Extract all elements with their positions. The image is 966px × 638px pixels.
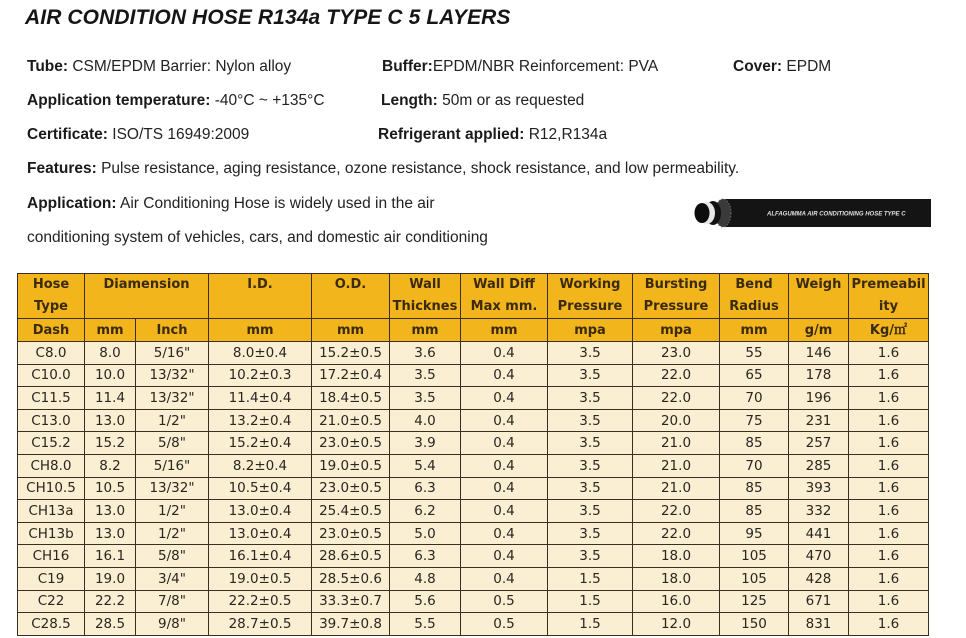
cell-inch: 1/2": [136, 500, 209, 523]
spec-tube: [27, 58, 291, 76]
cell-bursting-pressure: 22.0: [633, 364, 720, 387]
cell-mm: 8.0: [85, 342, 136, 365]
cell-dash: CH10.5: [18, 477, 85, 500]
table-row: [18, 364, 929, 387]
cell-bend-radius: 85: [720, 477, 789, 500]
cell-weigh: 470: [789, 545, 849, 568]
header-diamension: Diamension: [85, 274, 209, 319]
cell-dash: C13.0: [18, 409, 85, 432]
spec-length: [381, 92, 584, 110]
buffer-label: Buffer:: [382, 58, 433, 75]
cell-bend-radius: 70: [720, 454, 789, 477]
cell-weigh: 441: [789, 522, 849, 545]
cell-inch: 5/16": [136, 342, 209, 365]
cell-inch: 13/32": [136, 387, 209, 410]
cell-bursting-pressure: 22.0: [633, 522, 720, 545]
temperature-label: Application temperature:: [27, 92, 211, 109]
cover-value: EPDM: [786, 58, 832, 75]
cell-wall-thickness: 6.3: [390, 477, 461, 500]
features-value: Pulse resistance, aging resistance, ozone resistance, shock resistance, and low permeability.: [101, 160, 740, 177]
unit-permeability: Kg/㎡: [849, 319, 929, 342]
unit-dash: Dash: [18, 319, 85, 342]
cell-weigh: 428: [789, 567, 849, 590]
cell-weigh: 671: [789, 590, 849, 613]
table-row: [18, 387, 929, 410]
cell-wall-thickness: 4.0: [390, 409, 461, 432]
table-row: [18, 567, 929, 590]
header-wall-thickness: Wall Thicknes: [390, 274, 461, 319]
application-value-line2: conditioning system of vehicles, cars, and domestic air conditioning: [27, 229, 488, 246]
cell-bend-radius: 85: [720, 500, 789, 523]
cell-wall-diff: 0.4: [461, 545, 548, 568]
cell-wall-thickness: 3.5: [390, 364, 461, 387]
cell-wall-thickness: 3.6: [390, 342, 461, 365]
header-weigh: Weigh: [789, 274, 849, 319]
cell-inch: 5/8": [136, 432, 209, 455]
hose-print-text: ALFAGUMMA AIR CONDITIONING HOSE TYPE C: [767, 211, 906, 218]
cell-dash: C8.0: [18, 342, 85, 365]
cell-od: 28.5±0.6: [312, 567, 390, 590]
spec-temperature: [27, 92, 325, 110]
cell-mm: 19.0: [85, 567, 136, 590]
cell-dash: C22: [18, 590, 85, 613]
spec-certificate: [27, 126, 249, 144]
cell-working-pressure: 3.5: [548, 342, 633, 365]
cell-bursting-pressure: 16.0: [633, 590, 720, 613]
cell-weigh: 146: [789, 342, 849, 365]
cell-wall-diff: 0.4: [461, 454, 548, 477]
hose-spec-table: [17, 273, 929, 636]
cell-weigh: 831: [789, 613, 849, 636]
cell-bursting-pressure: 21.0: [633, 454, 720, 477]
cell-id: 8.2±0.4: [209, 454, 312, 477]
cell-working-pressure: 3.5: [548, 454, 633, 477]
cell-permeability: 1.6: [849, 545, 929, 568]
cell-dash: CH13b: [18, 522, 85, 545]
cell-od: 19.0±0.5: [312, 454, 390, 477]
cell-od: 23.0±0.5: [312, 432, 390, 455]
cell-mm: 13.0: [85, 500, 136, 523]
cell-od: 33.3±0.7: [312, 590, 390, 613]
features-label: Features:: [27, 160, 97, 177]
cell-bend-radius: 125: [720, 590, 789, 613]
cell-od: 23.0±0.5: [312, 522, 390, 545]
cell-mm: 8.2: [85, 454, 136, 477]
cell-weigh: 332: [789, 500, 849, 523]
cell-wall-diff: 0.4: [461, 387, 548, 410]
unit-bend-mm: mm: [720, 319, 789, 342]
cell-weigh: 257: [789, 432, 849, 455]
cell-dash: C15.2: [18, 432, 85, 455]
cell-mm: 13.0: [85, 409, 136, 432]
cell-permeability: 1.6: [849, 387, 929, 410]
cell-permeability: 1.6: [849, 567, 929, 590]
cell-id: 13.2±0.4: [209, 409, 312, 432]
cell-od: 18.4±0.5: [312, 387, 390, 410]
refrigerant-value: R12,R134a: [528, 126, 608, 143]
cell-dash: CH13a: [18, 500, 85, 523]
cell-inch: 7/8": [136, 590, 209, 613]
unit-weigh-gm: g/m: [789, 319, 849, 342]
table-unit-row: [18, 319, 929, 342]
length-label: Length:: [381, 92, 438, 109]
cell-wall-thickness: 5.6: [390, 590, 461, 613]
cell-mm: 28.5: [85, 613, 136, 636]
spec-refrigerant: [378, 126, 607, 144]
table-row: [18, 500, 929, 523]
header-working-pressure: Working Pressure: [548, 274, 633, 319]
certificate-label: Certificate:: [27, 126, 108, 143]
cell-wall-diff: 0.4: [461, 567, 548, 590]
cell-bend-radius: 55: [720, 342, 789, 365]
cell-bend-radius: 65: [720, 364, 789, 387]
cell-inch: 5/8": [136, 545, 209, 568]
cell-bursting-pressure: 23.0: [633, 342, 720, 365]
cell-dash: CH8.0: [18, 454, 85, 477]
cell-working-pressure: 3.5: [548, 409, 633, 432]
cell-bend-radius: 95: [720, 522, 789, 545]
cell-wall-thickness: 5.4: [390, 454, 461, 477]
table-row: [18, 477, 929, 500]
cell-working-pressure: 3.5: [548, 545, 633, 568]
header-bend-radius: Bend Radius: [720, 274, 789, 319]
cell-bursting-pressure: 22.0: [633, 387, 720, 410]
cell-od: 28.6±0.5: [312, 545, 390, 568]
cell-od: 15.2±0.5: [312, 342, 390, 365]
cell-weigh: 231: [789, 409, 849, 432]
table-row: [18, 590, 929, 613]
table-row: [18, 545, 929, 568]
header-hose-type: Hose Type: [18, 274, 85, 319]
cell-wall-thickness: 3.9: [390, 432, 461, 455]
cell-permeability: 1.6: [849, 432, 929, 455]
table-row: [18, 342, 929, 365]
unit-wall-mm: mm: [390, 319, 461, 342]
unit-working-mpa: mpa: [548, 319, 633, 342]
cell-inch: 13/32": [136, 364, 209, 387]
cell-id: 10.2±0.3: [209, 364, 312, 387]
cell-working-pressure: 3.5: [548, 387, 633, 410]
cell-id: 15.2±0.4: [209, 432, 312, 455]
spec-buffer: [382, 58, 658, 76]
unit-inch: Inch: [136, 319, 209, 342]
cell-wall-diff: 0.5: [461, 590, 548, 613]
cell-id: 13.0±0.4: [209, 522, 312, 545]
unit-mm: mm: [85, 319, 136, 342]
table-header-row: [18, 274, 929, 319]
cell-working-pressure: 3.5: [548, 500, 633, 523]
application-label: Application:: [27, 195, 117, 212]
hose-tube-layer: [695, 203, 710, 223]
cell-weigh: 393: [789, 477, 849, 500]
spec-cover: [733, 58, 831, 76]
cell-od: 39.7±0.8: [312, 613, 390, 636]
header-wall-diff: Wall Diff Max mm.: [461, 274, 548, 319]
cell-id: 8.0±0.4: [209, 342, 312, 365]
cell-wall-diff: 0.4: [461, 342, 548, 365]
cell-bend-radius: 150: [720, 613, 789, 636]
cell-wall-diff: 0.5: [461, 613, 548, 636]
cell-mm: 10.0: [85, 364, 136, 387]
cell-bend-radius: 75: [720, 409, 789, 432]
cell-id: 16.1±0.4: [209, 545, 312, 568]
header-bursting-pressure: Bursting Pressure: [633, 274, 720, 319]
cell-id: 22.2±0.5: [209, 590, 312, 613]
page-title: AIR CONDITION HOSE R134a TYPE C 5 LAYERS: [25, 6, 511, 29]
cell-permeability: 1.6: [849, 613, 929, 636]
table-row: [18, 613, 929, 636]
cell-wall-diff: 0.4: [461, 364, 548, 387]
cell-dash: C11.5: [18, 387, 85, 410]
cell-dash: C10.0: [18, 364, 85, 387]
cell-weigh: 285: [789, 454, 849, 477]
cell-id: 10.5±0.4: [209, 477, 312, 500]
cell-od: 23.0±0.5: [312, 477, 390, 500]
cell-bend-radius: 105: [720, 567, 789, 590]
cell-wall-thickness: 6.3: [390, 545, 461, 568]
cell-wall-diff: 0.4: [461, 522, 548, 545]
cell-permeability: 1.6: [849, 477, 929, 500]
cell-working-pressure: 3.5: [548, 522, 633, 545]
cell-wall-thickness: 5.5: [390, 613, 461, 636]
tube-value: CSM/EPDM Barrier: Nylon alloy: [72, 58, 292, 75]
cell-bursting-pressure: 21.0: [633, 477, 720, 500]
cell-inch: 13/32": [136, 477, 209, 500]
spec-application-cont: [27, 229, 488, 247]
cell-inch: 9/8": [136, 613, 209, 636]
header-od: O.D.: [312, 274, 390, 319]
hose-product-image: [693, 197, 933, 229]
cell-id: 11.4±0.4: [209, 387, 312, 410]
table-row: [18, 409, 929, 432]
refrigerant-label: Refrigerant applied:: [378, 126, 525, 143]
cell-id: 28.7±0.5: [209, 613, 312, 636]
certificate-value: ISO/TS 16949:2009: [112, 126, 250, 143]
cell-working-pressure: 3.5: [548, 432, 633, 455]
buffer-value: EPDM/NBR Reinforcement: PVA: [432, 58, 659, 75]
cell-permeability: 1.6: [849, 500, 929, 523]
cell-working-pressure: 1.5: [548, 567, 633, 590]
cell-bend-radius: 70: [720, 387, 789, 410]
cell-mm: 10.5: [85, 477, 136, 500]
cell-permeability: 1.6: [849, 409, 929, 432]
table-body: [18, 342, 929, 636]
cell-wall-thickness: 6.2: [390, 500, 461, 523]
cell-od: 17.2±0.4: [312, 364, 390, 387]
cell-inch: 3/4": [136, 567, 209, 590]
spec-features: [27, 160, 739, 178]
cell-working-pressure: 3.5: [548, 477, 633, 500]
cell-wall-thickness: 3.5: [390, 387, 461, 410]
cell-working-pressure: 3.5: [548, 364, 633, 387]
cell-id: 13.0±0.4: [209, 500, 312, 523]
cell-bursting-pressure: 21.0: [633, 432, 720, 455]
cell-mm: 11.4: [85, 387, 136, 410]
cell-bend-radius: 85: [720, 432, 789, 455]
cell-wall-diff: 0.4: [461, 432, 548, 455]
header-id: I.D.: [209, 274, 312, 319]
cell-bursting-pressure: 20.0: [633, 409, 720, 432]
cell-bursting-pressure: 12.0: [633, 613, 720, 636]
cell-bend-radius: 105: [720, 545, 789, 568]
cell-weigh: 178: [789, 364, 849, 387]
cover-label: Cover:: [733, 58, 783, 75]
cell-weigh: 196: [789, 387, 849, 410]
table-row: [18, 432, 929, 455]
cell-working-pressure: 1.5: [548, 613, 633, 636]
table-row: [18, 454, 929, 477]
cell-dash: C19: [18, 567, 85, 590]
cell-dash: C28.5: [18, 613, 85, 636]
spec-application: [27, 195, 434, 213]
cell-bursting-pressure: 18.0: [633, 545, 720, 568]
cell-permeability: 1.6: [849, 364, 929, 387]
cell-od: 25.4±0.5: [312, 500, 390, 523]
cell-mm: 15.2: [85, 432, 136, 455]
cell-mm: 16.1: [85, 545, 136, 568]
table-row: [18, 522, 929, 545]
unit-diff-mm: mm: [461, 319, 548, 342]
cell-inch: 1/2": [136, 409, 209, 432]
cell-inch: 5/16": [136, 454, 209, 477]
cell-od: 21.0±0.5: [312, 409, 390, 432]
length-value: 50m or as requested: [442, 92, 585, 109]
unit-id-mm: mm: [209, 319, 312, 342]
tube-label: Tube:: [27, 58, 69, 75]
cell-bursting-pressure: 22.0: [633, 500, 720, 523]
cell-mm: 22.2: [85, 590, 136, 613]
cell-wall-thickness: 4.8: [390, 567, 461, 590]
unit-od-mm: mm: [312, 319, 390, 342]
cell-inch: 1/2": [136, 522, 209, 545]
cell-bursting-pressure: 18.0: [633, 567, 720, 590]
cell-permeability: 1.6: [849, 454, 929, 477]
cell-working-pressure: 1.5: [548, 590, 633, 613]
application-value-line1: Air Conditioning Hose is widely used in the air: [120, 195, 435, 212]
cell-wall-diff: 0.4: [461, 477, 548, 500]
unit-bursting-mpa: mpa: [633, 319, 720, 342]
cell-id: 19.0±0.5: [209, 567, 312, 590]
cell-permeability: 1.6: [849, 590, 929, 613]
cell-wall-diff: 0.4: [461, 500, 548, 523]
cell-permeability: 1.6: [849, 522, 929, 545]
cell-dash: CH16: [18, 545, 85, 568]
header-premeability: Premeabil ity: [849, 274, 929, 319]
cell-permeability: 1.6: [849, 342, 929, 365]
cell-mm: 13.0: [85, 522, 136, 545]
temperature-value: -40°C ~ +135°C: [214, 92, 325, 109]
cell-wall-thickness: 5.0: [390, 522, 461, 545]
cell-wall-diff: 0.4: [461, 409, 548, 432]
